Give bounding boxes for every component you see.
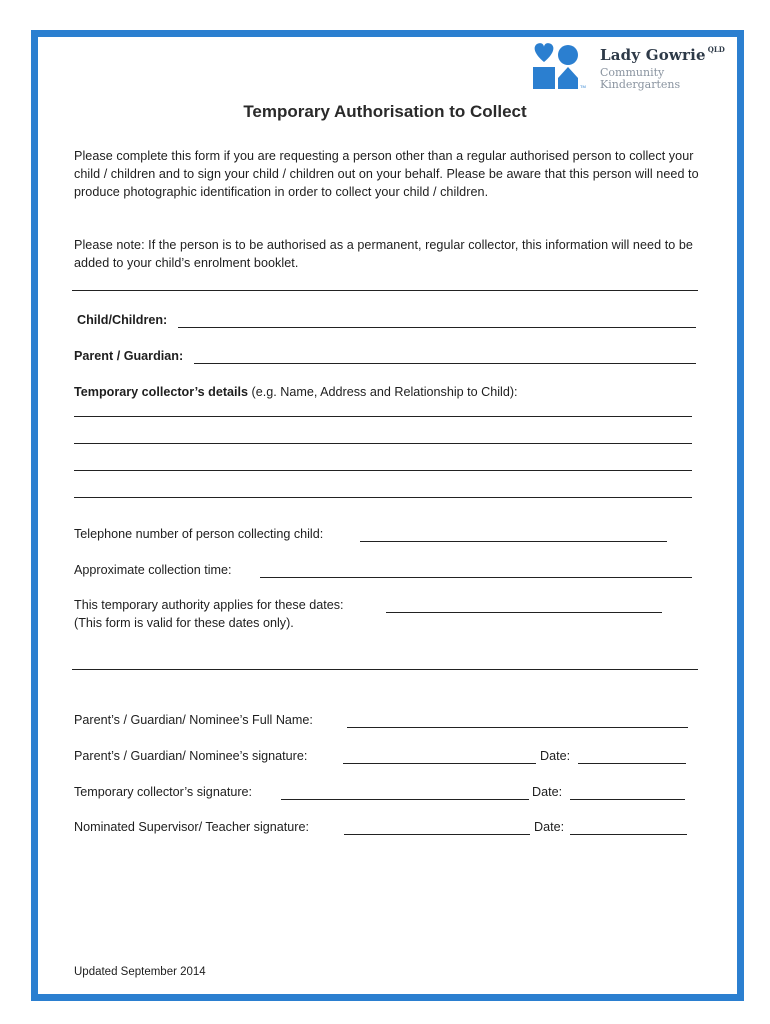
- updated-footer: Updated September 2014: [74, 966, 206, 978]
- section-divider: [72, 290, 698, 291]
- supervisor-date-field[interactable]: [570, 834, 687, 835]
- parent-date-label: Date:: [540, 749, 571, 763]
- square-icon: [533, 67, 555, 89]
- supervisor-signature-field[interactable]: [344, 834, 530, 835]
- dates-label: This temporary authority applies for these dates:: [74, 598, 344, 612]
- collector-row: [74, 385, 518, 399]
- intro-paragraph: Please complete this form if you are requesting a person other than a regular authorised person to collect your child / children and to sign your child / children out on your behalf. Please be aware that this person will need to produce photographic identification in order to collect your child / children.: [74, 149, 699, 199]
- section-divider-2: [72, 669, 698, 670]
- supervisor-signature-label: Nominated Supervisor/ Teacher signature:: [74, 820, 309, 834]
- parent-row: [74, 349, 183, 363]
- full-name-label: Parent’s / Guardian/ Nominee’s Full Name:: [74, 713, 313, 727]
- telephone-label: Telephone number of person collecting child:: [74, 527, 324, 541]
- collector-signature-label: Temporary collector’s signature:: [74, 785, 253, 799]
- note-paragraph: Please note: If the person is to be authorised as a permanent, regular collector, this information will need to be added to your child’s enrolment booklet.: [74, 238, 693, 270]
- parent-signature-label: Parent’s / Guardian/ Nominee’s signature:: [74, 749, 308, 763]
- collector-signature-field[interactable]: [281, 799, 529, 800]
- dates-note: (This form is valid for these dates only).: [74, 616, 294, 630]
- collector-hint: (e.g. Name, Address and Relationship to Child):: [248, 385, 518, 399]
- supervisor-date-label: Date:: [534, 820, 565, 834]
- parent-label: Parent / Guardian:: [74, 349, 184, 363]
- logo-line2: Kindergartens: [600, 78, 681, 91]
- collector-line-2[interactable]: [74, 443, 692, 444]
- collector-label: Temporary collector’s details: [74, 385, 249, 399]
- parent-date-field[interactable]: [578, 763, 686, 764]
- collection-time-label: Approximate collection time:: [74, 563, 232, 577]
- logo-name: Lady Gowrie: [600, 46, 706, 64]
- form-title: Temporary Authorisation to Collect: [243, 102, 527, 121]
- full-name-field[interactable]: [347, 727, 688, 728]
- logo-line1: Community: [600, 66, 665, 79]
- heart-icon: [535, 43, 554, 62]
- child-label: Child/Children:: [77, 313, 168, 327]
- child-field[interactable]: [178, 327, 696, 328]
- collector-line-4[interactable]: [74, 497, 692, 498]
- collector-date-field[interactable]: [570, 799, 685, 800]
- parent-field[interactable]: [194, 363, 696, 364]
- dates-field[interactable]: [386, 612, 662, 613]
- logo-superscript: QLD: [707, 45, 725, 54]
- trademark-mark: TM: [580, 84, 586, 89]
- collector-line-1[interactable]: [74, 416, 692, 417]
- house-icon: [558, 67, 578, 89]
- parent-signature-field[interactable]: [343, 763, 536, 764]
- telephone-field[interactable]: [360, 541, 667, 542]
- logo-wordmark: [600, 45, 725, 91]
- collection-time-field[interactable]: [260, 577, 692, 578]
- circle-icon: [558, 45, 578, 65]
- child-row: [77, 313, 167, 327]
- collector-date-label: Date:: [532, 785, 563, 799]
- collector-line-3[interactable]: [74, 470, 692, 471]
